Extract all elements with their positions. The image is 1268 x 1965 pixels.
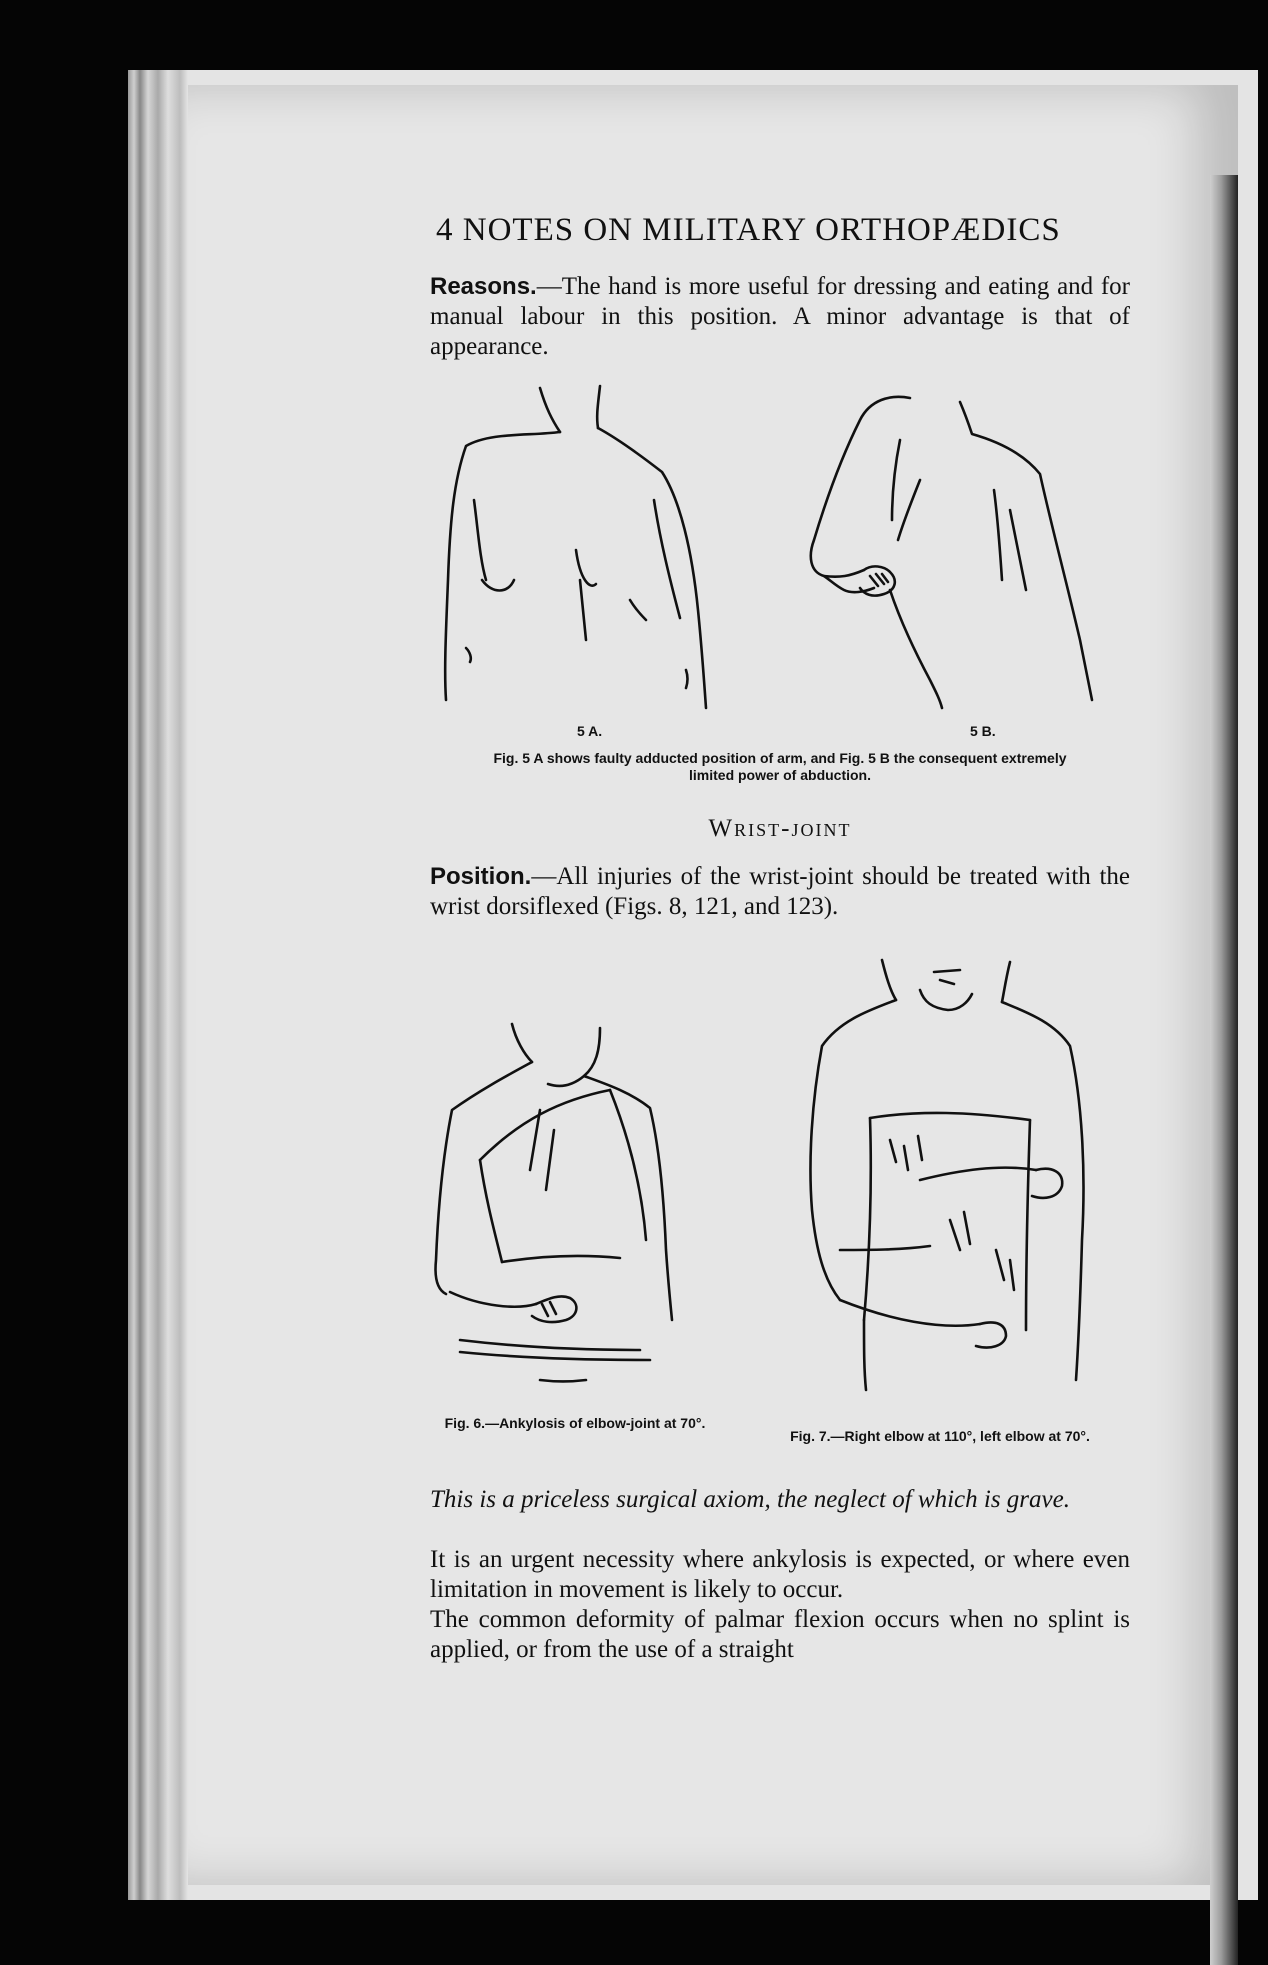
position-lead: Position. — [430, 863, 532, 890]
urgent-paragraph: It is an urgent necessity where ankylosis is expected, or where even limitation in movement is likely to occur. — [430, 1546, 1130, 1603]
figure-5b-label: 5 B. — [970, 723, 996, 739]
reasons-paragraph — [430, 272, 1130, 362]
reasons-text: —The hand is more useful for dressing and eating and for manual labour in this position. A minor advantage is that of appearance. — [430, 273, 1130, 360]
figure-7-caption: Fig. 7.—Right elbow at 110°, left elbow at 70°. — [790, 1428, 1090, 1444]
figure-5a-label: 5 A. — [577, 723, 603, 739]
axiom-paragraph: This is a priceless surgical axiom, the neglect of which is grave. — [430, 1486, 1070, 1513]
figure-5-caption: Fig. 5 A shows faulty adducted position of arm, and Fig. 5 B the consequent extremely limited power of abduction. — [493, 750, 1067, 783]
position-paragraph — [430, 862, 1130, 922]
position-text: —All injuries of the wrist-joint should be treated with the wrist dorsiflexed (Figs. 8, 121, and 123). — [430, 863, 1130, 920]
figure-7-illustration — [800, 950, 1100, 1420]
section-heading: Wrist-joint — [708, 815, 852, 842]
figure-6-caption: Fig. 6.—Ankylosis of elbow-joint at 70°. — [444, 1415, 706, 1431]
reasons-lead: Reasons. — [430, 273, 537, 300]
figure-5b-illustration — [780, 380, 1110, 710]
figure-5a-illustration — [430, 380, 730, 710]
running-head: 4 NOTES ON MILITARY ORTHOPÆDICS — [436, 212, 1061, 248]
figure-6-illustration — [420, 1010, 720, 1400]
deformity-paragraph: The common deformity of palmar flexion occurs when no splint is applied, or from the use of a straight — [430, 1606, 1130, 1663]
